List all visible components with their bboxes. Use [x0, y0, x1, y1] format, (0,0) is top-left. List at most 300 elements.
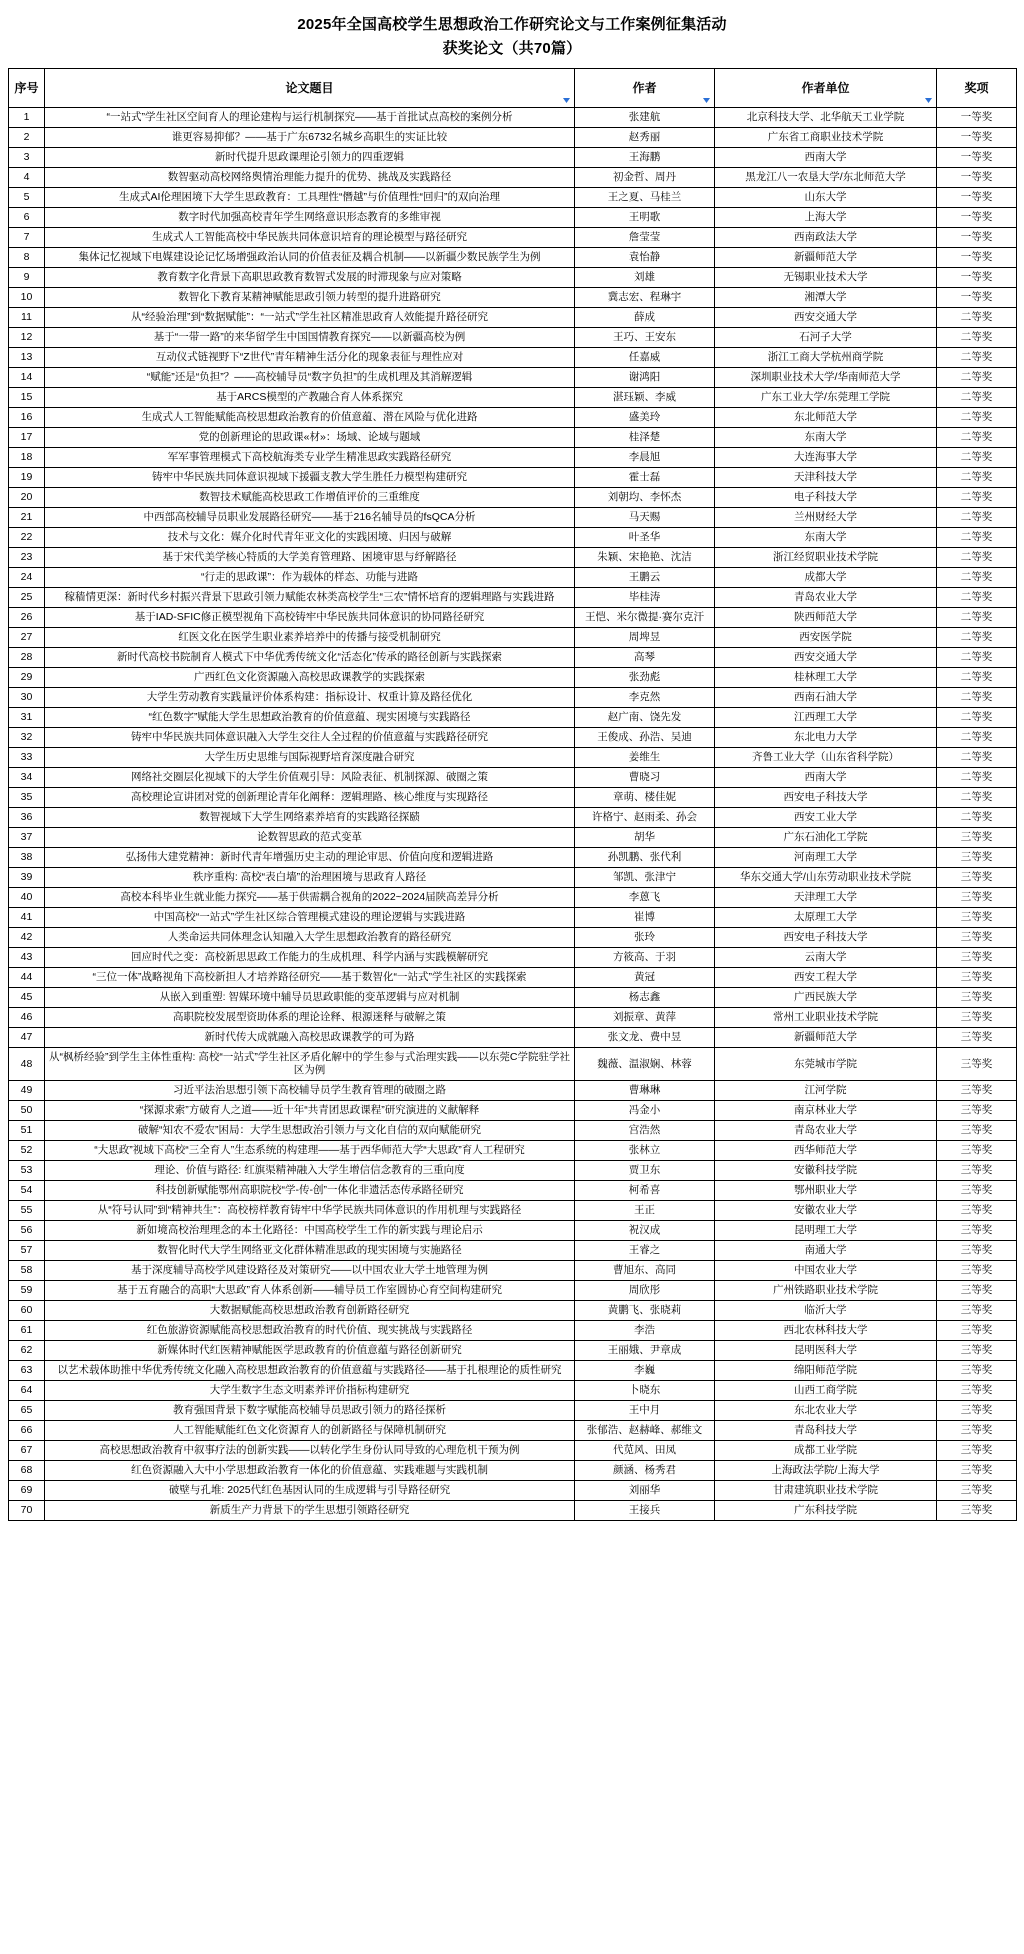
table-row — [9, 368, 1017, 388]
cell-author: 王恺、米尔微提·赛尔克汗 — [575, 608, 715, 628]
table-header-row — [9, 69, 1017, 108]
cell-organization: 西安电子科技大学 — [715, 788, 937, 808]
cell-author: 王明歌 — [575, 208, 715, 228]
cell-index: 7 — [9, 228, 45, 248]
cell-paper-title: 高校理论宣讲团对党的创新理论青年化阐释：逻辑理路、核心维度与实现路径 — [45, 788, 575, 808]
cell-index: 25 — [9, 588, 45, 608]
cell-index: 39 — [9, 868, 45, 888]
cell-award: 三等奖 — [937, 1281, 1017, 1301]
cell-author: 祝汉成 — [575, 1221, 715, 1241]
cell-paper-title: 数智化下教育某精神赋能思政引领力转型的提升进路研究 — [45, 288, 575, 308]
cell-organization: 成都大学 — [715, 568, 937, 588]
cell-index: 55 — [9, 1201, 45, 1221]
cell-author: 王海鹏 — [575, 148, 715, 168]
cell-award: 三等奖 — [937, 1321, 1017, 1341]
table-row — [9, 888, 1017, 908]
cell-award: 二等奖 — [937, 308, 1017, 328]
table-row — [9, 1081, 1017, 1101]
cell-organization: 安徽科技学院 — [715, 1161, 937, 1181]
cell-paper-title: 新如境高校治理理念的本土化路径：中国高校学生工作的新实践与理论启示 — [45, 1221, 575, 1241]
cell-organization: 东莞城市学院 — [715, 1048, 937, 1081]
cell-award: 三等奖 — [937, 1401, 1017, 1421]
cell-organization: 昆明理工大学 — [715, 1221, 937, 1241]
cell-index: 5 — [9, 188, 45, 208]
cell-index: 50 — [9, 1101, 45, 1121]
cell-organization: 绵阳师范学院 — [715, 1361, 937, 1381]
cell-organization: 西安交通大学 — [715, 648, 937, 668]
table-row — [9, 868, 1017, 888]
cell-paper-title: 党的创新理论的思政课«材»：场域、论域与题域 — [45, 428, 575, 448]
cell-award: 一等奖 — [937, 268, 1017, 288]
column-header-author-label: 作者 — [632, 80, 657, 95]
table-row — [9, 1101, 1017, 1121]
cell-award: 三等奖 — [937, 1501, 1017, 1521]
table-row — [9, 168, 1017, 188]
cell-author: 朱颖、宋艳艳、沈洁 — [575, 548, 715, 568]
cell-paper-title: 教育强国背景下数字赋能高校辅导员思政引领力的路径探析 — [45, 1401, 575, 1421]
award-papers-table — [8, 68, 1017, 1521]
page-subtitle: 获奖论文（共70篇） — [442, 40, 582, 57]
cell-paper-title: 基于ARCS模型的产教融合育人体系探究 — [45, 388, 575, 408]
cell-paper-title: “赋能”还是“负担”？——高校辅导员“数字负担”的生成机理及其消解逻辑 — [45, 368, 575, 388]
cell-author: 詹莹莹 — [575, 228, 715, 248]
cell-index: 59 — [9, 1281, 45, 1301]
cell-author: 胡华 — [575, 828, 715, 848]
cell-organization: 青岛农业大学 — [715, 588, 937, 608]
table-row — [9, 1481, 1017, 1501]
table-row — [9, 128, 1017, 148]
cell-author: 许格宁、赵雨柔、孙会 — [575, 808, 715, 828]
cell-index: 54 — [9, 1181, 45, 1201]
cell-paper-title: 新时代提升思政课理论引领力的四重逻辑 — [45, 148, 575, 168]
cell-organization: 西南政法大学 — [715, 228, 937, 248]
cell-award: 一等奖 — [937, 148, 1017, 168]
cell-award: 三等奖 — [937, 1081, 1017, 1101]
cell-author: 桂泽楚 — [575, 428, 715, 448]
cell-award: 三等奖 — [937, 1261, 1017, 1281]
cell-award: 二等奖 — [937, 588, 1017, 608]
cell-organization: 西华师范大学 — [715, 1141, 937, 1161]
cell-author: 张郁浩、赵赫峰、郝维文 — [575, 1421, 715, 1441]
cell-index: 69 — [9, 1481, 45, 1501]
cell-index: 47 — [9, 1028, 45, 1048]
table-row — [9, 848, 1017, 868]
table-header — [9, 69, 1017, 108]
column-header-index: 序号 — [9, 69, 45, 108]
cell-paper-title: 集体记忆视域下电媒建设论记忆场增强政治认同的价值表征及耦合机制——以新疆少数民族学生为例 — [45, 248, 575, 268]
table-body — [9, 108, 1017, 1521]
cell-organization: 西南石油大学 — [715, 688, 937, 708]
cell-award: 三等奖 — [937, 888, 1017, 908]
cell-author: 邹凯、张津宁 — [575, 868, 715, 888]
cell-paper-title: 基于“一带一路”的来华留学生中国国情教育探究——以新疆高校为例 — [45, 328, 575, 348]
cell-index: 18 — [9, 448, 45, 468]
cell-paper-title: 大学生劳动教育实践量评价体系构建：指标设计、权重计算及路径优化 — [45, 688, 575, 708]
cell-paper-title: 中西部高校辅导员职业发展路径研究——基于216名辅导员的fsQCA分析 — [45, 508, 575, 528]
table-row — [9, 1441, 1017, 1461]
cell-paper-title: 红色资源融入大中小学思想政治教育一体化的价值意蕴、实践难题与实践机制 — [45, 1461, 575, 1481]
cell-index: 6 — [9, 208, 45, 228]
cell-organization: 东北师范大学 — [715, 408, 937, 428]
cell-index: 21 — [9, 508, 45, 528]
cell-index: 28 — [9, 648, 45, 668]
table-row — [9, 628, 1017, 648]
cell-paper-title: 谁更容易抑郁？——基于广东6732名城乡高职生的实证比较 — [45, 128, 575, 148]
cell-paper-title: 破壁与孔堆: 2025代红色基因认同的生成逻辑与引导路径研究 — [45, 1481, 575, 1501]
cell-paper-title: 大学生历史思维与国际视野培育深度融合研究 — [45, 748, 575, 768]
cell-paper-title: 高校本科毕业生就业能力探究——基于供需耦合视角的2022~2024届陕高差异分析 — [45, 888, 575, 908]
table-row — [9, 408, 1017, 428]
cell-organization: 江河学院 — [715, 1081, 937, 1101]
cell-award: 二等奖 — [937, 568, 1017, 588]
cell-author: 周欣彤 — [575, 1281, 715, 1301]
cell-award: 二等奖 — [937, 808, 1017, 828]
table-row — [9, 928, 1017, 948]
cell-award: 二等奖 — [937, 708, 1017, 728]
cell-index: 26 — [9, 608, 45, 628]
cell-award: 二等奖 — [937, 548, 1017, 568]
cell-award: 二等奖 — [937, 428, 1017, 448]
cell-award: 三等奖 — [937, 828, 1017, 848]
cell-author: 冀志宏、程琳宇 — [575, 288, 715, 308]
cell-organization: 东北农业大学 — [715, 1401, 937, 1421]
cell-paper-title: 中国高校“一站式”学生社区综合管理模式建设的理论逻辑与实践进路 — [45, 908, 575, 928]
filter-arrow-icon[interactable] — [562, 96, 571, 105]
table-row — [9, 268, 1017, 288]
table-row — [9, 1321, 1017, 1341]
cell-paper-title: 红色旅游资源赋能高校思想政治教育的时代价值、现实挑战与实践路径 — [45, 1321, 575, 1341]
cell-author: 宫浩然 — [575, 1121, 715, 1141]
table-row — [9, 1181, 1017, 1201]
cell-organization: 青岛科技大学 — [715, 1421, 937, 1441]
cell-organization: 西南大学 — [715, 768, 937, 788]
cell-author: 高琴 — [575, 648, 715, 668]
cell-paper-title: 数智驱动高校网络舆情治理能力提升的优势、挑战及实践路径 — [45, 168, 575, 188]
cell-organization: 山东大学 — [715, 188, 937, 208]
cell-index: 62 — [9, 1341, 45, 1361]
table-row — [9, 708, 1017, 728]
cell-organization: 新疆师范大学 — [715, 248, 937, 268]
table-row — [9, 588, 1017, 608]
cell-organization: 浙江工商大学杭州商学院 — [715, 348, 937, 368]
table-row — [9, 748, 1017, 768]
cell-index: 52 — [9, 1141, 45, 1161]
cell-index: 4 — [9, 168, 45, 188]
cell-index: 58 — [9, 1261, 45, 1281]
cell-index: 29 — [9, 668, 45, 688]
cell-award: 一等奖 — [937, 128, 1017, 148]
cell-organization: 中国农业大学 — [715, 1261, 937, 1281]
cell-paper-title: 新质生产力背景下的学生思想引领路径研究 — [45, 1501, 575, 1521]
cell-award: 二等奖 — [937, 488, 1017, 508]
table-row — [9, 1381, 1017, 1401]
column-header-title[interactable] — [45, 69, 575, 108]
column-header-author[interactable] — [575, 69, 715, 108]
cell-organization: 广东科技学院 — [715, 1501, 937, 1521]
cell-index: 56 — [9, 1221, 45, 1241]
cell-award: 三等奖 — [937, 848, 1017, 868]
cell-award: 三等奖 — [937, 1008, 1017, 1028]
table-row — [9, 248, 1017, 268]
cell-organization: 昆明医科大学 — [715, 1341, 937, 1361]
cell-author: 任嘉威 — [575, 348, 715, 368]
cell-award: 三等奖 — [937, 928, 1017, 948]
cell-organization: 兰州财经大学 — [715, 508, 937, 528]
cell-author: 盛美玲 — [575, 408, 715, 428]
cell-organization: 北京科技大学、北华航天工业学院 — [715, 108, 937, 128]
table-row — [9, 1161, 1017, 1181]
table-row — [9, 328, 1017, 348]
cell-index: 66 — [9, 1421, 45, 1441]
cell-author: 章萌、楼佳妮 — [575, 788, 715, 808]
cell-author: 刘朝均、李怀杰 — [575, 488, 715, 508]
cell-index: 27 — [9, 628, 45, 648]
cell-author: 魏薇、温淑娴、林蓉 — [575, 1048, 715, 1081]
cell-organization: 江西理工大学 — [715, 708, 937, 728]
table-row — [9, 968, 1017, 988]
table-row — [9, 208, 1017, 228]
table-row — [9, 428, 1017, 448]
cell-author: 叶圣华 — [575, 528, 715, 548]
cell-index: 48 — [9, 1048, 45, 1081]
cell-award: 二等奖 — [937, 668, 1017, 688]
cell-award: 一等奖 — [937, 188, 1017, 208]
table-row — [9, 528, 1017, 548]
table-row — [9, 1401, 1017, 1421]
cell-author: 姜维生 — [575, 748, 715, 768]
table-row — [9, 1141, 1017, 1161]
cell-index: 2 — [9, 128, 45, 148]
cell-award: 三等奖 — [937, 1361, 1017, 1381]
cell-index: 63 — [9, 1361, 45, 1381]
cell-author: 毕桂涛 — [575, 588, 715, 608]
table-row — [9, 388, 1017, 408]
cell-award: 二等奖 — [937, 408, 1017, 428]
cell-award: 二等奖 — [937, 368, 1017, 388]
cell-author: 马天赐 — [575, 508, 715, 528]
table-row — [9, 648, 1017, 668]
cell-author: 王接兵 — [575, 1501, 715, 1521]
cell-paper-title: 人类命运共同体理念认知融入大学生思想政治教育的路径研究 — [45, 928, 575, 948]
cell-paper-title: 科技创新赋能鄂州高职院校“学-传-创”一体化非遗活态传承路径研究 — [45, 1181, 575, 1201]
table-row — [9, 808, 1017, 828]
cell-paper-title: 大学生数字生态文明素养评价指标构建研究 — [45, 1381, 575, 1401]
cell-index: 16 — [9, 408, 45, 428]
cell-index: 33 — [9, 748, 45, 768]
cell-index: 9 — [9, 268, 45, 288]
table-row — [9, 608, 1017, 628]
cell-index: 68 — [9, 1461, 45, 1481]
cell-paper-title: 基于深度辅导高校学风建设路径及对策研究——以中国农业大学土地管理为例 — [45, 1261, 575, 1281]
cell-award: 三等奖 — [937, 1461, 1017, 1481]
cell-paper-title: 教育数字化背景下高职思政教育数智式发展的时滞现象与应对策略 — [45, 268, 575, 288]
table-row — [9, 468, 1017, 488]
cell-paper-title: 生成式AI伦理困境下大学生思政教育：工具理性“僭越”与价值理性“回归”的双向治理 — [45, 188, 575, 208]
cell-paper-title: 生成式人工智能高校中华民族共同体意识培育的理论模型与路径研究 — [45, 228, 575, 248]
cell-index: 24 — [9, 568, 45, 588]
cell-author: 李晨旭 — [575, 448, 715, 468]
table-row — [9, 148, 1017, 168]
cell-award: 二等奖 — [937, 788, 1017, 808]
table-row — [9, 548, 1017, 568]
table-row — [9, 1301, 1017, 1321]
cell-author: 刘丽华 — [575, 1481, 715, 1501]
cell-organization: 常州工业职业技术学院 — [715, 1008, 937, 1028]
cell-organization: 齐鲁工业大学（山东省科学院） — [715, 748, 937, 768]
cell-author: 王睿之 — [575, 1241, 715, 1261]
cell-award: 三等奖 — [937, 1221, 1017, 1241]
cell-paper-title: 以艺术载体助推中华优秀传统文化融入高校思想政治教育的价值意蕴与实践路径——基于扎根理论的质性研究 — [45, 1361, 575, 1381]
cell-index: 41 — [9, 908, 45, 928]
cell-award: 三等奖 — [937, 988, 1017, 1008]
cell-award: 三等奖 — [937, 968, 1017, 988]
table-row — [9, 1501, 1017, 1521]
cell-paper-title: 从“符号认同”到“精神共生”：高校榜样教育铸牢中华学民族共同体意识的作用机理与实践路径 — [45, 1201, 575, 1221]
cell-author: 张建航 — [575, 108, 715, 128]
cell-author: 李蒽飞 — [575, 888, 715, 908]
cell-index: 15 — [9, 388, 45, 408]
cell-index: 67 — [9, 1441, 45, 1461]
cell-author: 王巧、王安东 — [575, 328, 715, 348]
cell-paper-title: 人工智能赋能红色文化资源育人的创新路径与保障机制研究 — [45, 1421, 575, 1441]
cell-paper-title: 弘扬伟大建党精神：新时代青年增强历史主动的理论审思、价值向度和逻辑进路 — [45, 848, 575, 868]
cell-author: 谢鸿阳 — [575, 368, 715, 388]
cell-author: 卜晓东 — [575, 1381, 715, 1401]
cell-organization: 湘潭大学 — [715, 288, 937, 308]
cell-award: 二等奖 — [937, 468, 1017, 488]
table-row — [9, 1008, 1017, 1028]
cell-paper-title: 红医文化在医学生职业素养培养中的传播与接受机制研究 — [45, 628, 575, 648]
cell-organization: 广州铁路职业技术学院 — [715, 1281, 937, 1301]
cell-paper-title: 高校思想政治教育中叙事疗法的创新实践——以转化学生身份认同导致的心理危机干预为例 — [45, 1441, 575, 1461]
cell-paper-title: 秩序重构: 高校“表白墙”的治理困境与思政育人路径 — [45, 868, 575, 888]
cell-index: 34 — [9, 768, 45, 788]
cell-award: 二等奖 — [937, 608, 1017, 628]
cell-author: 霍士磊 — [575, 468, 715, 488]
cell-paper-title: 回应时代之变：高校新思思政工作能力的生成机理、科学内涵与实践模解研究 — [45, 948, 575, 968]
cell-award: 二等奖 — [937, 508, 1017, 528]
table-row — [9, 308, 1017, 328]
cell-author: 刘雄 — [575, 268, 715, 288]
column-header-title-label: 论文题目 — [285, 80, 334, 95]
cell-paper-title: 习近平法治思想引领下高校辅导员学生教育管理的破圈之路 — [45, 1081, 575, 1101]
cell-index: 3 — [9, 148, 45, 168]
cell-organization: 临沂大学 — [715, 1301, 937, 1321]
cell-organization: 青岛农业大学 — [715, 1121, 937, 1141]
cell-organization: 西北农林科技大学 — [715, 1321, 937, 1341]
table-row — [9, 488, 1017, 508]
cell-index: 53 — [9, 1161, 45, 1181]
table-row — [9, 1361, 1017, 1381]
cell-award: 二等奖 — [937, 388, 1017, 408]
cell-award: 三等奖 — [937, 1181, 1017, 1201]
cell-award: 二等奖 — [937, 728, 1017, 748]
cell-award: 三等奖 — [937, 1121, 1017, 1141]
cell-award: 三等奖 — [937, 1161, 1017, 1181]
cell-index: 70 — [9, 1501, 45, 1521]
cell-author: 湛珏颖、李威 — [575, 388, 715, 408]
column-header-org[interactable] — [715, 69, 937, 108]
cell-author: 黄鹏飞、张晓莉 — [575, 1301, 715, 1321]
cell-paper-title: 数智视域下大学生网络素养培育的实践路径探赜 — [45, 808, 575, 828]
table-row — [9, 1261, 1017, 1281]
cell-award: 三等奖 — [937, 1141, 1017, 1161]
cell-author: 冯金小 — [575, 1101, 715, 1121]
filter-arrow-icon[interactable] — [702, 96, 711, 105]
cell-award: 一等奖 — [937, 108, 1017, 128]
cell-organization: 深圳职业技术大学/华南师范大学 — [715, 368, 937, 388]
table-row — [9, 228, 1017, 248]
cell-paper-title: 从嵌入到重塑: 智媒环境中辅导员思政职能的变革逻辑与应对机制 — [45, 988, 575, 1008]
cell-index: 44 — [9, 968, 45, 988]
cell-paper-title: 基于五育融合的高职“大思政”育人体系创新——辅导员工作室圆协心育空间构建研究 — [45, 1281, 575, 1301]
cell-paper-title: 从“枫桥经验”到学生主体性重构: 高校“一站式”学生社区矛盾化解中的学生参与式治理实践——以东莞C学院驻学社区为例 — [45, 1048, 575, 1081]
cell-author: 贾卫东 — [575, 1161, 715, 1181]
cell-organization: 西安交通大学 — [715, 308, 937, 328]
cell-author: 方筱高、于羽 — [575, 948, 715, 968]
cell-author: 颜涵、杨秀君 — [575, 1461, 715, 1481]
cell-award: 三等奖 — [937, 948, 1017, 968]
cell-organization: 东南大学 — [715, 528, 937, 548]
cell-index: 49 — [9, 1081, 45, 1101]
cell-index: 11 — [9, 308, 45, 328]
cell-award: 三等奖 — [937, 1028, 1017, 1048]
cell-paper-title: 技术与文化：媒介化时代青年亚文化的实践困境、归因与破解 — [45, 528, 575, 548]
cell-author: 王鹏云 — [575, 568, 715, 588]
table-row — [9, 448, 1017, 468]
table-row — [9, 568, 1017, 588]
table-row — [9, 688, 1017, 708]
cell-author: 李浩 — [575, 1321, 715, 1341]
table-row — [9, 1281, 1017, 1301]
cell-author: 曹晓习 — [575, 768, 715, 788]
cell-paper-title: 军军事管理模式下高校航海类专业学生精准思政实践路径研究 — [45, 448, 575, 468]
cell-award: 一等奖 — [937, 208, 1017, 228]
cell-award: 二等奖 — [937, 688, 1017, 708]
cell-paper-title: 生成式人工智能赋能高校思想政治教育的价值意蕴、潜在风险与优化进路 — [45, 408, 575, 428]
cell-paper-title: 高职院校发展型资助体系的理论诠释、根源迷释与破解之策 — [45, 1008, 575, 1028]
cell-paper-title: 数智技术赋能高校思政工作增值评价的三重维度 — [45, 488, 575, 508]
cell-paper-title: “行走的思政课”：作为载体的样态、功能与进路 — [45, 568, 575, 588]
cell-paper-title: “三位一体”战略视角下高校新担人才培养路径研究——基于数智化“一站式”学生社区的实践探索 — [45, 968, 575, 988]
cell-organization: 桂林理工大学 — [715, 668, 937, 688]
cell-organization: 南通大学 — [715, 1241, 937, 1261]
cell-award: 一等奖 — [937, 168, 1017, 188]
cell-award: 二等奖 — [937, 628, 1017, 648]
table-row — [9, 348, 1017, 368]
cell-organization: 安徽农业大学 — [715, 1201, 937, 1221]
cell-paper-title: 新时代高校书院制育人模式下中华优秀传统文化“活态化”传承的路径创新与实践探索 — [45, 648, 575, 668]
cell-paper-title: “探源求索”方破育人之道——近十年“共青团思政课程”研究演进的义献解释 — [45, 1101, 575, 1121]
cell-index: 38 — [9, 848, 45, 868]
cell-index: 30 — [9, 688, 45, 708]
cell-organization: 鄂州职业大学 — [715, 1181, 937, 1201]
cell-paper-title: 从“经验治理”到“数据赋能”：“一站式”学生社区精准思政育人效能提升路径研究 — [45, 308, 575, 328]
cell-organization: 无锡职业技术大学 — [715, 268, 937, 288]
cell-index: 20 — [9, 488, 45, 508]
cell-award: 三等奖 — [937, 908, 1017, 928]
cell-author: 李巍 — [575, 1361, 715, 1381]
cell-organization: 太原理工大学 — [715, 908, 937, 928]
cell-award: 三等奖 — [937, 1441, 1017, 1461]
table-row — [9, 948, 1017, 968]
cell-award: 二等奖 — [937, 448, 1017, 468]
cell-organization: 广西民族大学 — [715, 988, 937, 1008]
cell-award: 三等奖 — [937, 1101, 1017, 1121]
cell-author: 柯希喜 — [575, 1181, 715, 1201]
table-row — [9, 508, 1017, 528]
filter-arrow-icon[interactable] — [924, 96, 933, 105]
